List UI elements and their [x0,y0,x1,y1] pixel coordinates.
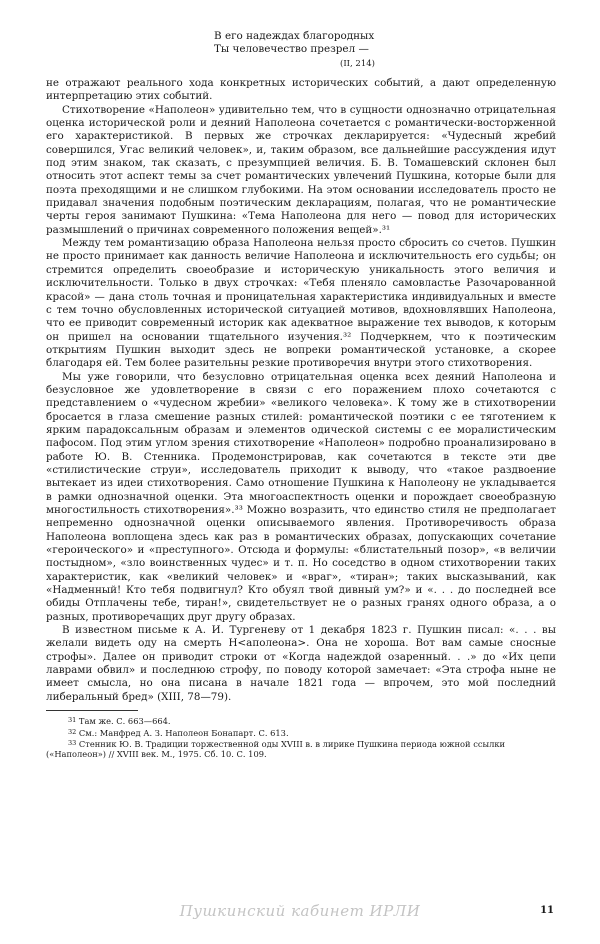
footnote [46,727,556,738]
footnote-number: 31 [68,716,77,725]
footnote [46,738,556,760]
main-text [46,77,556,704]
footnote-divider [46,710,138,711]
footnotes [46,715,556,760]
footnote-text: Там же. С. 663—664. [78,716,171,727]
footnote-text: См.: Манфред А. З. Наполеон Бонапарт. С. 613. [78,727,289,738]
footnote-number: 32 [68,727,77,736]
page-number: 11 [540,905,554,916]
footnote-text: Стенник Ю. В. Традиции торжественной оды XVIII в. в лирике Пушкина периода южной ссылки («Наполеон») // XVIII век. М., 1975. Сб. 10. С. 109. [46,738,506,760]
paragraph: Между тем романтизацию образа Наполеона нельзя просто сбросить со счетов. Пушкин не просто принимает как данность величие Наполеона и исключительность его судьбы; он стремится определить своеобразие и историческую уникальность этого величия и исключительности. Только в двух строчках: «Тебя пленяло самовластье Разочарованной красой» — дана столь точная и проницательная характеристика индивидуальных и вместе с тем точно обусловленных исторической ситуацией мотивов, вдохновлявших Наполеона, что ее приводит современный историк как адекватное выражение тех выводов, к которым он пришел на основании тщательного изучения.³² Подчеркнем, что к поэтическим открытиям Пушкин выходит здесь не вопреки романтической установке, а скорее благодаря ей. Тем более разительны резкие противоречия внутри этого стихотворения. [46,237,556,370]
footnote [46,715,556,726]
epigraph-line: В его надеждах благородных [214,30,375,42]
epigraph-reference: (II, 214) [340,59,375,69]
epigraph-line: Ты человечество презрел — [214,43,369,55]
paragraph: Стихотворение «Наполеон» удивительно тем, что в сущности однозначно отрицательная оценка исторической роли и деяний Наполеона сочетается с романтически-восторженной его характеристикой. В первых же строчках декларируется: «Чудесный жребий совершился, Угас великий человек», и, таким образом, все дальнейшие рассуждения идут под этим знаком, так сказать, с презумпцией величия. Б. В. Томашевский склонен был относить этот аспект темы за счет романтических увлечений Пушкина, которые были для поэта преходящими и не слишком глубокими. На этом основании исследователь просто не придавал значения подобным поэтическим декларациям, полагая, что не романтические черты героя занимают Пушкина: «Тема Наполеона для него — повод для исторических размышлений о причинах современного положения вещей».³¹ [46,103,556,236]
book-page [46,30,556,760]
epigraph [214,30,556,71]
footnote-number: 33 [68,738,77,747]
paragraph: не отражают реального хода конкретных исторических событий, а дают определенную интерпретацию этих событий. [46,77,556,103]
paragraph: В известном письме к А. И. Тургеневу от 1 декабря 1823 г. Пушкин писал: «. . . вы желали видеть оду на смерть Н<аполеона>. Она не хороша. Вот вам самые сносные строфы». Далее он приводит строки от «Когда надеждой озаренный. . .» до «Их цепи лаврами обвил» и последнюю строфу, по поводу которой замечает: «Эта строфа ныне не имеет смысла, но она писана в начале 1821 года — впрочем, это мой последний либеральный бред» (XIII, 78—79). [46,624,556,703]
paragraph: Мы уже говорили, что безусловно отрицательная оценка всех деяний Наполеона и безусловное же удовлетворение в связи с его поражением плохо сочетаются с представлением о «чудесном жребии» «великого человека». К тому же в стихотворении бросается в глаза смешение разных стилей: романтической поэтики с ее тяготением к ярким парадоксальным образам и элементов одической системы с ее моралистическим пафосом. Под этим углом зрения стихотворение «Наполеон» подробно проанализировано в работе Ю. В. Стенника. Продемонстрировав, как сочетаются в тексте эти две «стилистические струи», исследователь приходит к выводу, что «такое раздвоение вытекает из идеи стихотворения. Само отношение Пушкина к Наполеону не укладывается в рамки однозначной оценки. Эта многоаспектность оценки и порождает своеобразную многостильность стихотворения».³³ Можно возразить, что единство стиля не предполагает непременно однозначной оценки описываемого явления. Противоречивость образа Наполеона воплощена здесь как раз в романтических образах, допускающих сочетание «героического» и «преступного». Отсюда и формулы: «блистательный позор», «в величии постыдном», «зло воинственных чудес» и т. п. Но соседство в одном стихотворении таких характеристик, как «великий человек» и «враг», «тиран»; таких высказываний, как «Надменный! Кто тебя подвигнул? Кто обуял твой дивный ум?» и «. . . до последней все обиды Отплачены тебе, тиран!», свидетельствует не о разных гранях одного образа, а о разных, противоречащих друг другу образах. [46,370,556,623]
watermark: Пушкинский кабинет ИРЛИ [179,902,421,920]
